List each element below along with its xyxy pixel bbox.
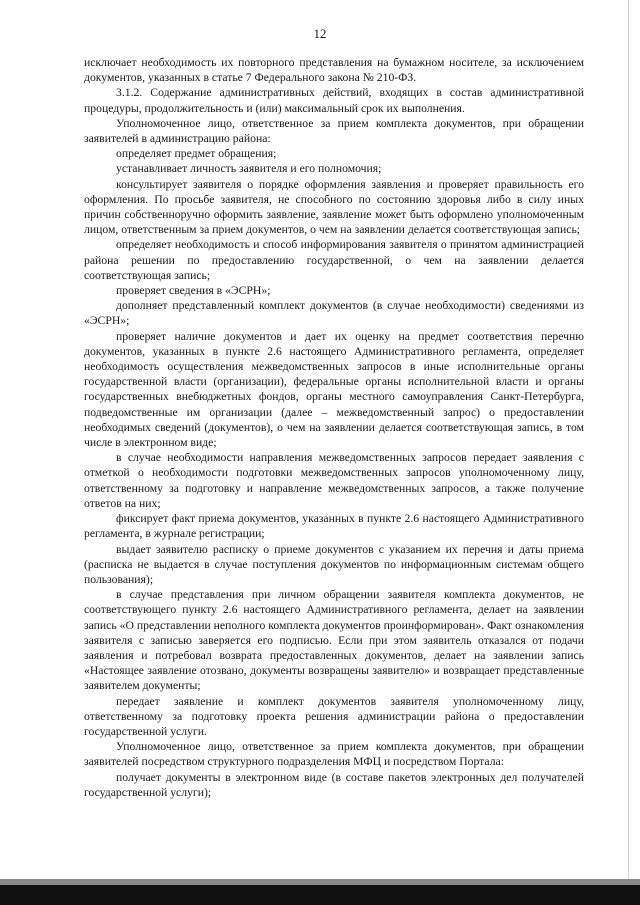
paragraph-responsible-person-mfc: Уполномоченное лицо, ответственное за прием комплекта документов, при обращении заявителей посредством структурного подразделения МФЦ и посредством Портала: (84, 740, 584, 769)
paragraph-item: проверяет наличие документов и дает их оценку на предмет соответствия перечню документов, указанных в пункте 2.6 настоящего Административного регламента, определяет необходимость осуществления межведомственных запросов в иные исполнительные органы государственной власти (организации), федеральные органы исполнительной власти и органы государственных внебюджетных фондов, органы местного самоуправления Санкт-Петербурга, подведомственные им организации (далее – межведомственный запрос) о предоставлении необходимых сведений (документов), о чем на заявлении делается соответствующая запись, в том числе в электронном виде; (84, 329, 584, 450)
paragraph-item: устанавливает личность заявителя и его полномочия; (116, 162, 382, 176)
page-number: 12 (313, 26, 327, 41)
paragraph-continuation: исключает необходимость их повторного представления на бумажном носителе, за исключением документов, указанных в статье 7 Федерального закона № 210-ФЗ. (84, 56, 584, 85)
paragraph-responsible-person-admin: Уполномоченное лицо, ответственное за прием комплекта документов, при обращении заявителей в администрацию района: (84, 116, 584, 146)
paragraph-item: дополняет представленный комплект документов (в случае необходимости) сведениями из «ЭСРН»; (84, 299, 584, 328)
paragraph-item: определяет необходимость и способ информирования заявителя о принятом администрацией района решении по предоставлению государственной, о чем на заявлении делается соответствующая запись; (84, 238, 584, 282)
paragraph-item: в случае представления при личном обращении заявителя комплекта документов, не соответствующего пункту 2.6 настоящего Административного регламента, делает на заявлении запись «О представлении неполного комплекта документов проинформирован». Факт ознакомления заявителя с записью заверяется его подписью. Если при этом заявитель отказался от подачи заявления и потребовал возврата предоставленных документов, делает на заявлении запись «Настоящее заявление отозвано, документы возвращены заявителю» и возвращает представленные заявителем документы; (84, 588, 584, 693)
paragraph-item: проверяет сведения в «ЭСРН»; (116, 284, 271, 298)
paragraph-item: передает заявление и комплект документов заявителя уполномоченному лицу, ответственному за подготовку проекта решения администрации района о предоставлении государственной услуги. (84, 694, 584, 738)
paragraph-item: получает документы в электронном виде (в составе пакетов электронных дел получателей государственной услуги); (84, 770, 584, 799)
scan-edge-line (628, 0, 629, 905)
paragraph-item: в случае необходимости направления межведомственных запросов передает заявления с отметкой о необходимости подготовки межведомственных запросов уполномоченному лицу, ответственному за подготовку и направление межведомственных запросов, а также получение ответов на них; (84, 451, 584, 510)
paragraph-item: фиксирует факт приема документов, указанных в пункте 2.6 настоящего Административного регламента, в журнале регистрации; (84, 512, 584, 541)
paragraph-item: консультирует заявителя о порядке оформления заявления и проверяет правильность его оформления. По просьбе заявителя, не способного по состоянию здоровья либо в силу иных причин собственноручно оформить заявление, заявление может быть оформлено уполномоченным лицом, ответственным за прием документов, о чем на заявлении делается соответствующая запись; (84, 177, 584, 237)
paragraph-section-3-1-2: 3.1.2. Содержание административных действий, входящих в состав административной процедуры, продолжительность и (или) максимальный срок их выполнения. (84, 86, 584, 115)
scan-bottom-border (0, 885, 640, 905)
document-body (84, 55, 584, 800)
paragraph-item: выдает заявителю расписку о приеме документов с указанием их перечня и даты приема (расписка не выдается в случае поступления документов по информационным системам общего пользования); (84, 542, 584, 586)
paragraph-item: определяет предмет обращения; (116, 147, 277, 161)
